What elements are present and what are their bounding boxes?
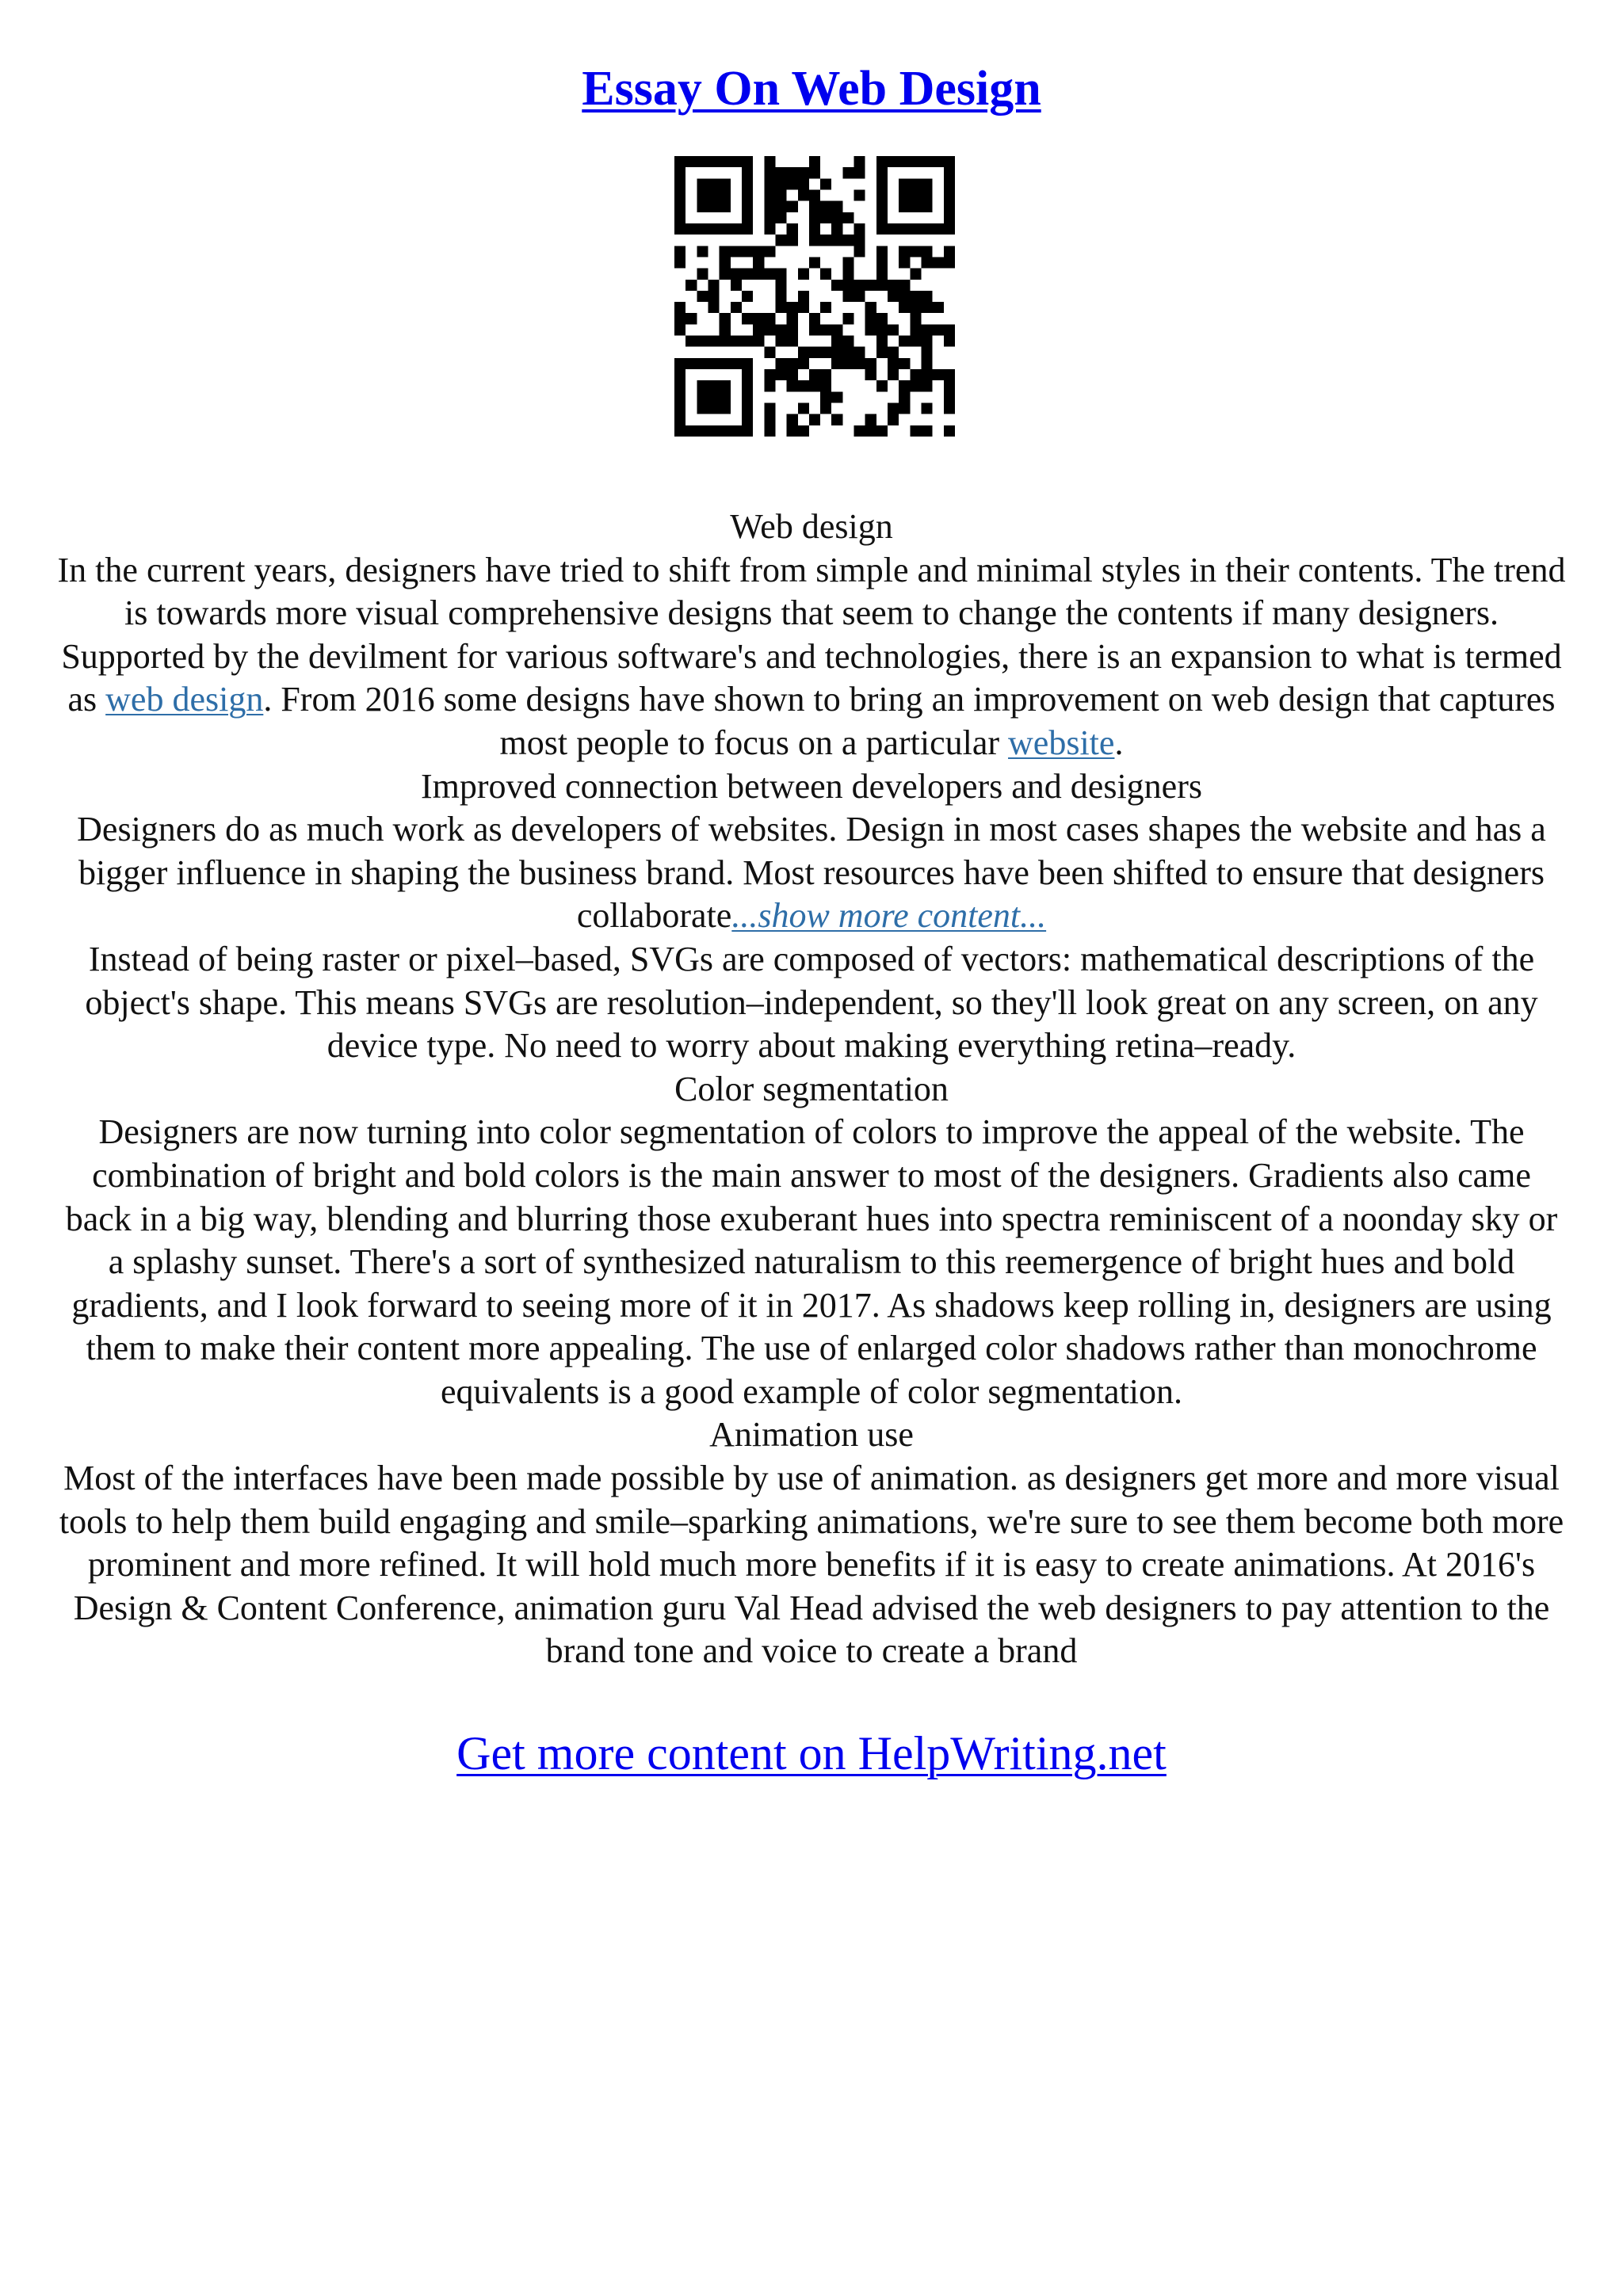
paragraph-intro-text-b: . From 2016 some designs have shown to bring an improvement on web design that captures most people to focus on a particular [263, 680, 1556, 762]
footer [0, 1724, 1623, 1783]
page-title [0, 57, 1623, 120]
paragraph-animation: Most of the interfaces have been made possible by use of animation. as designers get more and more visual tools to help them build engaging and smile–sparking animations, we're sure to see them become both more prominent and more refined. It will hold much more benefits if it is easy to create animations. At 2016's Design & Content Conference, animation guru Val Head advised the web designers to pay attention to the brand tone and voice to create a brand [59, 1459, 1564, 1671]
web-design-link[interactable]: web design [105, 680, 264, 719]
essay-body [55, 505, 1568, 1673]
website-link[interactable]: website [1008, 723, 1115, 762]
paragraph-color: Designers are now turning into color segmentation of colors to improve the appeal of the website. The combination of bright and bold colors is the main answer to most of the designers. Gradients also came back in a big way, blending and blurring those exuberant hues into spectra reminiscent of a noonday sky or a splashy sunset. There's a sort of synthesized naturalism to this reemergence of bright hues and bold gradients, and I look forward to seeing more of it in 2017. As shadows keep rolling in, designers are using them to make their content more appealing. The use of enlarged color shadows rather than monochrome equivalents is a good example of color segmentation. [65, 1112, 1558, 1411]
paragraph-intro-text-a: In the current years, designers have tried to shift from simple and minimal styles in their contents. The trend is towards more visual comprehensive designs that seem to change the contents if many designers. Supported by the devilment for various software's and technologies, there is an expansion to what is termed as [57, 550, 1566, 719]
qr-code-icon [674, 156, 955, 437]
paragraph-intro [55, 549, 1568, 765]
paragraph-collaboration-text: Designers do as much work as developers of websites. Design in most cases shapes the website and has a bigger influence in shaping the business brand. Most resources have been shifted to ensure that designers collaborate [77, 810, 1546, 936]
paragraph-collaboration [55, 808, 1568, 938]
title-link[interactable]: Essay On Web Design [582, 62, 1041, 116]
section-heading-web-design: Web design [730, 507, 893, 546]
paragraph-intro-text-c: . [1114, 723, 1124, 762]
section-heading-improved-connection: Improved connection between developers and designers [421, 766, 1202, 806]
section-heading-color-segmentation: Color segmentation [674, 1069, 949, 1108]
show-more-link[interactable]: ...show more content... [731, 896, 1047, 936]
helpwriting-link[interactable]: Get more content on HelpWriting.net [456, 1727, 1167, 1779]
paragraph-svg: Instead of being raster or pixel–based, SVGs are composed of vectors: mathematical descriptions of the object's shape. This means SVGs are resolution–independent, so they'll look great on any screen, on any device type. No need to worry about making everything retina–ready. [85, 939, 1538, 1066]
section-heading-animation-use: Animation use [709, 1415, 914, 1455]
